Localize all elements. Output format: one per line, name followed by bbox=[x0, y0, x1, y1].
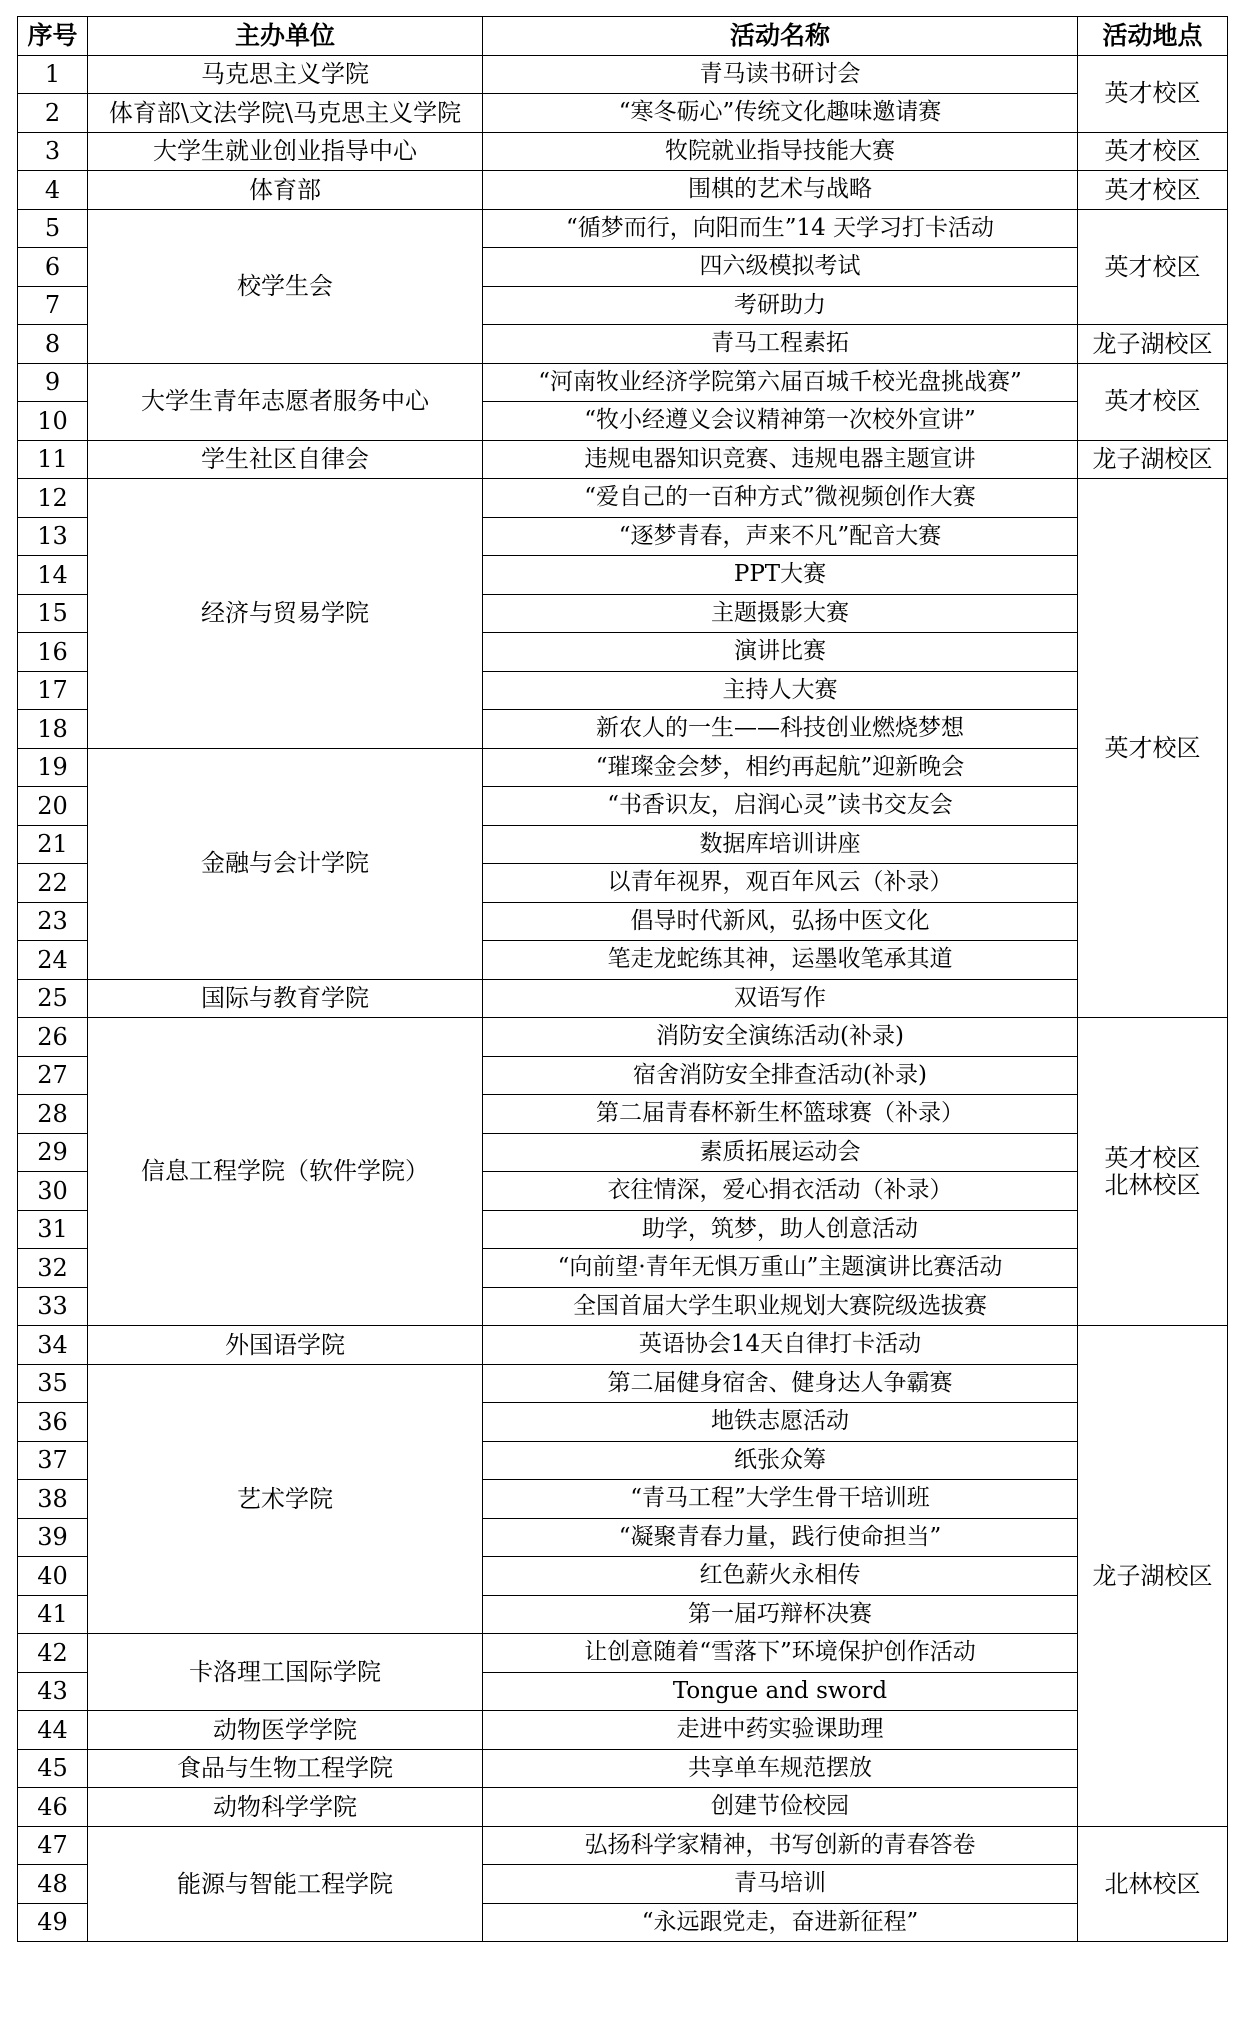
activity-name: 考研助力 bbox=[483, 286, 1078, 325]
location-cell bbox=[1078, 325, 1228, 364]
activity-name: “璀璨金会梦，相约再起航”迎新晚会 bbox=[483, 748, 1078, 787]
organizer-cell: 金融与会计学院 bbox=[88, 748, 483, 979]
row-number: 30 bbox=[18, 1172, 88, 1211]
organizer-cell: 学生社区自律会 bbox=[88, 440, 483, 479]
activity-name: PPT大赛 bbox=[483, 556, 1078, 595]
organizer-cell: 大学生就业创业指导中心 bbox=[88, 132, 483, 171]
activity-name: “逐梦青春，声来不凡”配音大赛 bbox=[483, 517, 1078, 556]
row-number: 23 bbox=[18, 902, 88, 941]
row-number: 15 bbox=[18, 594, 88, 633]
row-number: 2 bbox=[18, 94, 88, 133]
row-number: 47 bbox=[18, 1826, 88, 1865]
activity-name: 以青年视界，观百年风云（补录） bbox=[483, 864, 1078, 903]
organizer-cell: 能源与智能工程学院 bbox=[88, 1826, 483, 1942]
location-cell bbox=[1078, 55, 1228, 132]
row-number: 49 bbox=[18, 1903, 88, 1942]
activity-name: 红色薪火永相传 bbox=[483, 1557, 1078, 1596]
organizer-cell: 体育部 bbox=[88, 171, 483, 210]
activity-name: 演讲比赛 bbox=[483, 633, 1078, 672]
location-line: 龙子湖校区 bbox=[1092, 445, 1213, 474]
row-number: 14 bbox=[18, 556, 88, 595]
activity-name: 衣往情深，爱心捐衣活动（补录） bbox=[483, 1172, 1078, 1211]
activity-name: 地铁志愿活动 bbox=[483, 1403, 1078, 1442]
activity-table bbox=[17, 16, 1228, 1942]
row-number: 4 bbox=[18, 171, 88, 210]
location-line: 英才校区 bbox=[1104, 175, 1201, 204]
row-number: 32 bbox=[18, 1249, 88, 1288]
header-no: 序号 bbox=[18, 17, 88, 56]
table-row bbox=[18, 748, 1228, 787]
activity-name: 让创意随着“雪落下”环境保护创作活动 bbox=[483, 1634, 1078, 1673]
activity-name: 笔走龙蛇练其神，运墨收笔承其道 bbox=[483, 941, 1078, 980]
row-number: 10 bbox=[18, 402, 88, 441]
activity-name: 创建节俭校园 bbox=[483, 1788, 1078, 1827]
row-number: 19 bbox=[18, 748, 88, 787]
organizer-cell: 国际与教育学院 bbox=[88, 979, 483, 1018]
row-number: 1 bbox=[18, 55, 88, 94]
row-number: 33 bbox=[18, 1287, 88, 1326]
activity-name: 四六级模拟考试 bbox=[483, 248, 1078, 287]
organizer-cell: 体育部\文法学院\马克思主义学院 bbox=[88, 94, 483, 133]
row-number: 18 bbox=[18, 710, 88, 749]
row-number: 26 bbox=[18, 1018, 88, 1057]
organizer-cell: 大学生青年志愿者服务中心 bbox=[88, 363, 483, 440]
row-number: 20 bbox=[18, 787, 88, 826]
row-number: 8 bbox=[18, 325, 88, 364]
activity-name: 青马培训 bbox=[483, 1865, 1078, 1904]
table-row bbox=[18, 479, 1228, 518]
row-number: 24 bbox=[18, 941, 88, 980]
row-number: 46 bbox=[18, 1788, 88, 1827]
row-number: 37 bbox=[18, 1441, 88, 1480]
row-number: 12 bbox=[18, 479, 88, 518]
location-line: 英才校区 bbox=[1104, 79, 1201, 108]
table-row bbox=[18, 209, 1228, 248]
activity-name: 围棋的艺术与战略 bbox=[483, 171, 1078, 210]
activity-name: “凝聚青春力量，践行使命担当” bbox=[483, 1518, 1078, 1557]
organizer-cell: 经济与贸易学院 bbox=[88, 479, 483, 749]
location-line: 英才校区 bbox=[1104, 1144, 1201, 1173]
activity-name: 双语写作 bbox=[483, 979, 1078, 1018]
table-row bbox=[18, 171, 1228, 210]
row-number: 5 bbox=[18, 209, 88, 248]
table-row bbox=[18, 1826, 1228, 1865]
activity-name: 消防安全演练活动(补录) bbox=[483, 1018, 1078, 1057]
header-activity: 活动名称 bbox=[483, 17, 1078, 56]
location-line: 龙子湖校区 bbox=[1092, 1561, 1213, 1590]
activity-name: 弘扬科学家精神，书写创新的青春答卷 bbox=[483, 1826, 1078, 1865]
table-row bbox=[18, 94, 1228, 133]
location-line: 龙子湖校区 bbox=[1092, 329, 1213, 358]
row-number: 11 bbox=[18, 440, 88, 479]
organizer-cell: 动物科学学院 bbox=[88, 1788, 483, 1827]
row-number: 7 bbox=[18, 286, 88, 325]
activity-name: 青马工程素拓 bbox=[483, 325, 1078, 364]
row-number: 17 bbox=[18, 671, 88, 710]
activity-name: “爱自己的一百种方式”微视频创作大赛 bbox=[483, 479, 1078, 518]
row-number: 16 bbox=[18, 633, 88, 672]
location-cell bbox=[1078, 209, 1228, 325]
row-number: 6 bbox=[18, 248, 88, 287]
location-line: 英才校区 bbox=[1104, 733, 1201, 762]
activity-name: 青马读书研讨会 bbox=[483, 55, 1078, 94]
organizer-cell: 食品与生物工程学院 bbox=[88, 1749, 483, 1788]
organizer-cell: 动物医学学院 bbox=[88, 1711, 483, 1750]
table-row bbox=[18, 440, 1228, 479]
row-number: 43 bbox=[18, 1672, 88, 1711]
activity-name: 第二届青春杯新生杯篮球赛（补录） bbox=[483, 1095, 1078, 1134]
activity-name: “永远跟党走，奋进新征程” bbox=[483, 1903, 1078, 1942]
activity-name: “青马工程”大学生骨干培训班 bbox=[483, 1480, 1078, 1519]
activity-name: 英语协会14天自律打卡活动 bbox=[483, 1326, 1078, 1365]
table-row bbox=[18, 1749, 1228, 1788]
activity-name: 全国首届大学生职业规划大赛院级选拔赛 bbox=[483, 1287, 1078, 1326]
row-number: 21 bbox=[18, 825, 88, 864]
organizer-cell: 校学生会 bbox=[88, 209, 483, 363]
row-number: 42 bbox=[18, 1634, 88, 1673]
table-row bbox=[18, 132, 1228, 171]
row-number: 29 bbox=[18, 1133, 88, 1172]
organizer-cell: 马克思主义学院 bbox=[88, 55, 483, 94]
activity-name: Tongue and sword bbox=[483, 1672, 1078, 1711]
row-number: 44 bbox=[18, 1711, 88, 1750]
activity-name: 纸张众筹 bbox=[483, 1441, 1078, 1480]
header-organizer: 主办单位 bbox=[88, 17, 483, 56]
table-row bbox=[18, 1364, 1228, 1403]
activity-name: 主题摄影大赛 bbox=[483, 594, 1078, 633]
table-row bbox=[18, 363, 1228, 402]
location-line: 北林校区 bbox=[1104, 1170, 1201, 1199]
table-row bbox=[18, 979, 1228, 1018]
organizer-cell: 信息工程学院（软件学院） bbox=[88, 1018, 483, 1326]
row-number: 27 bbox=[18, 1056, 88, 1095]
location-line: 英才校区 bbox=[1104, 137, 1201, 166]
location-line: 英才校区 bbox=[1104, 252, 1201, 281]
activity-name: 主持人大赛 bbox=[483, 671, 1078, 710]
row-number: 28 bbox=[18, 1095, 88, 1134]
row-number: 13 bbox=[18, 517, 88, 556]
header-location: 活动地点 bbox=[1078, 17, 1228, 56]
activity-name: 共享单车规范摆放 bbox=[483, 1749, 1078, 1788]
row-number: 39 bbox=[18, 1518, 88, 1557]
activity-name: “牧小经遵义会议精神第一次校外宣讲” bbox=[483, 402, 1078, 441]
activity-name: 走进中药实验课助理 bbox=[483, 1711, 1078, 1750]
activity-name: “河南牧业经济学院第六届百城千校光盘挑战赛” bbox=[483, 363, 1078, 402]
activity-name: 牧院就业指导技能大赛 bbox=[483, 132, 1078, 171]
organizer-cell: 卡洛理工国际学院 bbox=[88, 1634, 483, 1711]
activity-name: “向前望·青年无惧万重山”主题演讲比赛活动 bbox=[483, 1249, 1078, 1288]
table-wrapper bbox=[17, 16, 1228, 1942]
row-number: 31 bbox=[18, 1210, 88, 1249]
header-row bbox=[18, 17, 1228, 56]
organizer-cell: 艺术学院 bbox=[88, 1364, 483, 1634]
row-number: 9 bbox=[18, 363, 88, 402]
location-cell bbox=[1078, 363, 1228, 440]
location-cell bbox=[1078, 1018, 1228, 1326]
activity-name: 第二届健身宿舍、健身达人争霸赛 bbox=[483, 1364, 1078, 1403]
row-number: 38 bbox=[18, 1480, 88, 1519]
row-number: 48 bbox=[18, 1865, 88, 1904]
location-cell bbox=[1078, 1826, 1228, 1942]
activity-name: 数据库培训讲座 bbox=[483, 825, 1078, 864]
location-line: 北林校区 bbox=[1104, 1869, 1201, 1898]
location-cell bbox=[1078, 171, 1228, 210]
activity-name: 素质拓展运动会 bbox=[483, 1133, 1078, 1172]
table-body bbox=[18, 55, 1228, 1942]
location-cell bbox=[1078, 1326, 1228, 1827]
activity-name: “循梦而行，向阳而生”14 天学习打卡活动 bbox=[483, 209, 1078, 248]
activity-name: “寒冬砺心”传统文化趣味邀请赛 bbox=[483, 94, 1078, 133]
location-line: 英才校区 bbox=[1104, 387, 1201, 416]
table-row bbox=[18, 1018, 1228, 1057]
row-number: 40 bbox=[18, 1557, 88, 1596]
location-cell bbox=[1078, 479, 1228, 1018]
row-number: 41 bbox=[18, 1595, 88, 1634]
location-cell bbox=[1078, 132, 1228, 171]
table-row bbox=[18, 1634, 1228, 1673]
row-number: 36 bbox=[18, 1403, 88, 1442]
row-number: 25 bbox=[18, 979, 88, 1018]
table-row bbox=[18, 1711, 1228, 1750]
activity-name: 宿舍消防安全排查活动(补录) bbox=[483, 1056, 1078, 1095]
location-cell bbox=[1078, 440, 1228, 479]
activity-name: “书香识友，启润心灵”读书交友会 bbox=[483, 787, 1078, 826]
activity-name: 违规电器知识竞赛、违规电器主题宣讲 bbox=[483, 440, 1078, 479]
activity-name: 第一届巧辩杯决赛 bbox=[483, 1595, 1078, 1634]
table-row bbox=[18, 1788, 1228, 1827]
row-number: 3 bbox=[18, 132, 88, 171]
activity-name: 助学，筑梦，助人创意活动 bbox=[483, 1210, 1078, 1249]
row-number: 34 bbox=[18, 1326, 88, 1365]
table-row bbox=[18, 55, 1228, 94]
row-number: 35 bbox=[18, 1364, 88, 1403]
row-number: 45 bbox=[18, 1749, 88, 1788]
organizer-cell: 外国语学院 bbox=[88, 1326, 483, 1365]
table-row bbox=[18, 1326, 1228, 1365]
row-number: 22 bbox=[18, 864, 88, 903]
activity-name: 倡导时代新风，弘扬中医文化 bbox=[483, 902, 1078, 941]
activity-name: 新农人的一生——科技创业燃烧梦想 bbox=[483, 710, 1078, 749]
